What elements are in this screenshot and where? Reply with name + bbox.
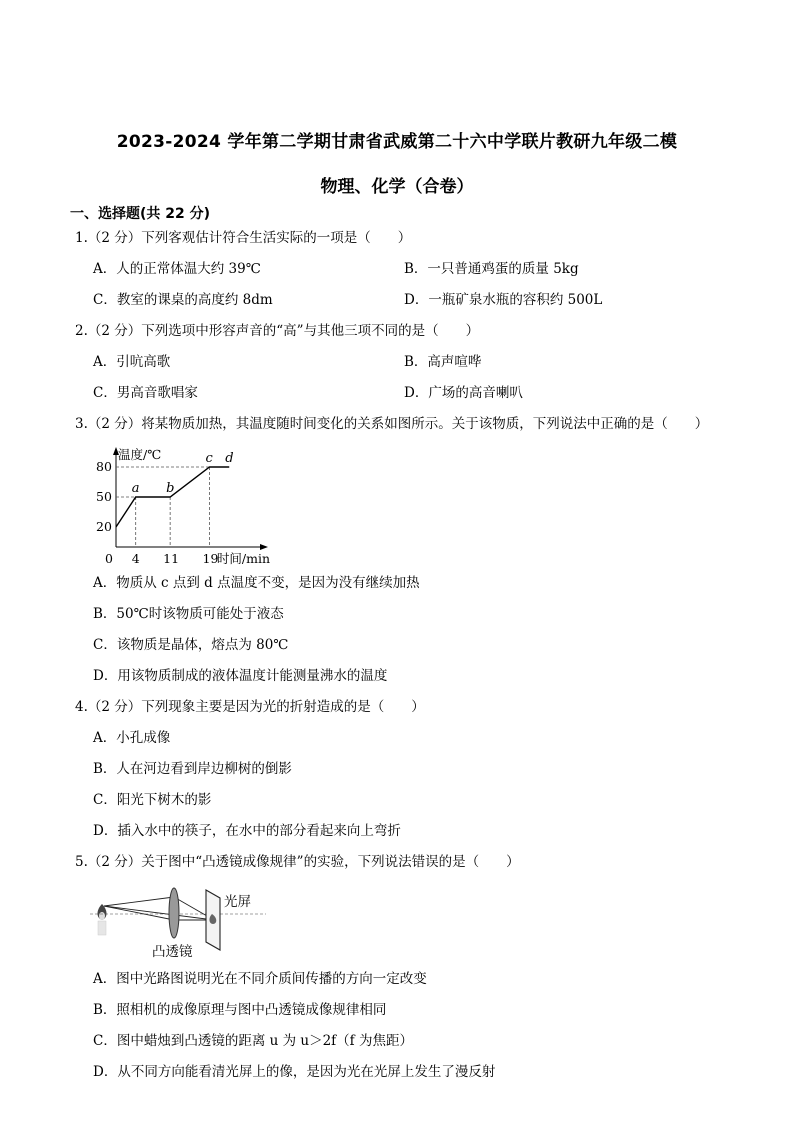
light-ray [104,897,174,906]
question-2-option-d: D．广场的高音喇叭 [404,385,523,401]
light-ray [104,906,214,920]
question-2-option-c: C．男高音歌唱家 [93,385,198,401]
question-5-option-d: D．从不同方向能看清光屏上的像，是因为光在光屏上发生了漫反射 [93,1064,496,1080]
x-tick-label: 19 [202,551,219,566]
question-3-option-a: A．物质从 c 点到 d 点温度不变，是因为没有继续加热 [93,575,420,591]
convex-lens [169,888,179,938]
question-1-option-d: D．一瓶矿泉水瓶的容积约 500L [404,292,603,308]
y-axis-label: 温度/℃ [118,447,162,462]
section-heading: 一、选择题(共 22 分) [70,206,211,222]
temperature-time-chart [86,443,276,568]
lens-label: 凸透镜 [152,944,193,960]
question-4-option-c: C．阳光下树木的影 [93,792,212,808]
x-axis-label: 时间/min [216,551,271,566]
screen-label: 光屏 [224,894,251,910]
question-4-stem: 4.（2 分）下列现象主要是因为光的折射造成的是（ ） [75,699,425,715]
y-tick-label: 50 [96,489,112,504]
question-1-option-b: B．一只普通鸡蛋的质量 5kg [404,261,579,277]
question-5-stem: 5.（2 分）关于图中“凸透镜成像规律”的实验，下列说法错误的是（ ） [75,854,520,870]
point-label: d [225,451,234,466]
point-label: a [131,481,140,496]
question-4-option-a: A．小孔成像 [93,730,171,746]
question-3-option-c: C．该物质是晶体，熔点为 80℃ [93,637,289,653]
convex-lens-figure [90,884,270,962]
question-2-option-b: B．高声喧哗 [404,354,482,370]
point-label: c [205,451,213,466]
x-tick-label: 0 [105,551,113,566]
question-3-stem: 3.（2 分）将某物质加热，其温度随时间变化的关系如图所示。关于该物质，下列说法中正确的是（ ） [75,416,709,432]
page-title: 2023-2024 学年第二学期甘肃省武威第二十六中学联片教研九年级二模 [116,132,678,152]
question-3-option-d: D．用该物质制成的液体温度计能测量沸水的温度 [93,668,388,684]
x-tick-label: 4 [131,551,140,566]
y-tick-label: 80 [96,459,112,474]
x-tick-label: 11 [163,551,180,566]
question-2-option-a: A．引吭高歌 [93,354,171,370]
question-2-stem: 2.（2 分）下列选项中形容声音的“高”与其他三项不同的是（ ） [75,323,480,339]
question-1-option-a: A．人的正常体温大约 39℃ [93,261,261,277]
question-1-stem: 1.（2 分）下列客观估计符合生活实际的一项是（ ） [75,230,412,246]
question-5-option-c: C．图中蜡烛到凸透镜的距离 u 为 u＞2f（f 为焦距） [93,1033,413,1049]
question-3-option-b: B．50℃时该物质可能处于液态 [93,606,284,622]
light-ray [104,906,174,920]
x-axis-arrow [260,544,268,550]
question-5-option-a: A．图中光路图说明光在不同介质间传播的方向一定改变 [93,971,427,987]
point-label: b [166,481,175,496]
question-1-option-c: C．教室的课桌的高度约 8dm [93,292,273,308]
question-4-option-b: B．人在河边看到岸边柳树的倒影 [93,761,292,777]
candle-flame-core [99,912,105,920]
question-4-option-d: D．插入水中的筷子，在水中的部分看起来向上弯折 [93,823,401,839]
question-5-option-b: B．照相机的成像原理与图中凸透镜成像规律相同 [93,1002,387,1018]
y-tick-label: 20 [96,519,112,534]
page-subtitle: 物理、化学（合卷） [320,177,474,197]
candle-body [98,921,106,935]
